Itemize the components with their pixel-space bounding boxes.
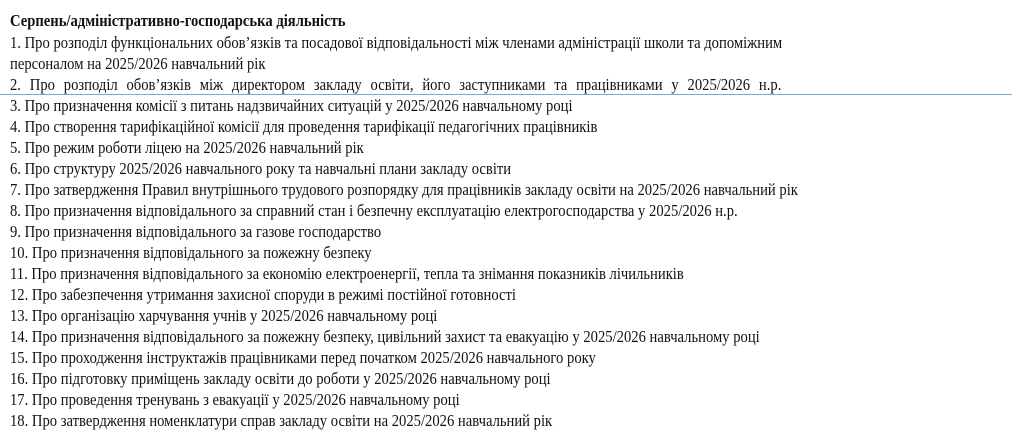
list-item: 1. Про розподіл функціональних обов’язків та посадової відповідальності між членами адміністрації школи та допоміжним [10, 33, 783, 52]
list-item: 7. Про затвердження Правил внутрішнього трудового розпорядку для працівників закладу освіти на 2025/2026 навчальний рік [10, 180, 798, 199]
list-item: 3. Про призначення комісії з питань надзвичайних ситуацій у 2025/2026 навчальному році [10, 96, 573, 115]
list-item: 13. Про організацію харчування учнів у 2025/2026 навчальному році [10, 306, 438, 325]
list-item-continuation: персоналом на 2025/2026 навчальний рік [10, 54, 266, 73]
list-item: 5. Про режим роботи ліцею на 2025/2026 навчальний рік [10, 138, 364, 157]
list-item: 17. Про проведення тренувань з евакуації у 2025/2026 навчальному році [10, 390, 460, 409]
list-item: 10. Про призначення відповідального за пожежну безпеку [10, 243, 372, 262]
list-item: 2. Про розподіл обов’язків між директором закладу освіти, його заступниками та працівниками у 2025/2026 н.р. [10, 75, 782, 94]
list-item: 18. Про затвердження номенклатури справ закладу освіти на 2025/2026 навчальний рік [10, 411, 553, 430]
list-item: 11. Про призначення відповідального за економію електроенергії, тепла та знімання показників лічильників [10, 264, 684, 283]
divider-line [0, 94, 1012, 95]
list-item: 8. Про призначення відповідального за справний стан і безпечну експлуатацію електрогосподарства у 2025/2026 н.р. [10, 201, 738, 220]
list-item: 14. Про призначення відповідального за пожежну безпеку, цивільний захист та евакуацію у 2025/2026 навчальному році [10, 327, 760, 346]
list-item: 15. Про проходження інструктажів працівниками перед початком 2025/2026 навчального року [10, 348, 596, 367]
section-title: Серпень/адміністративно-господарська діяльність [10, 11, 346, 30]
list-item: 9. Про призначення відповідального за газове господарство [10, 222, 382, 241]
list-item: 16. Про підготовку приміщень закладу освіти до роботи у 2025/2026 навчальному році [10, 369, 551, 388]
list-item: 6. Про структуру 2025/2026 навчального року та навчальні плани закладу освіти [10, 159, 512, 178]
list-item: 12. Про забезпечення утримання захисної споруди в режимі постійної готовності [10, 285, 516, 304]
list-item: 4. Про створення тарифікаційної комісії для проведення тарифікації педагогічних працівників [10, 117, 598, 136]
